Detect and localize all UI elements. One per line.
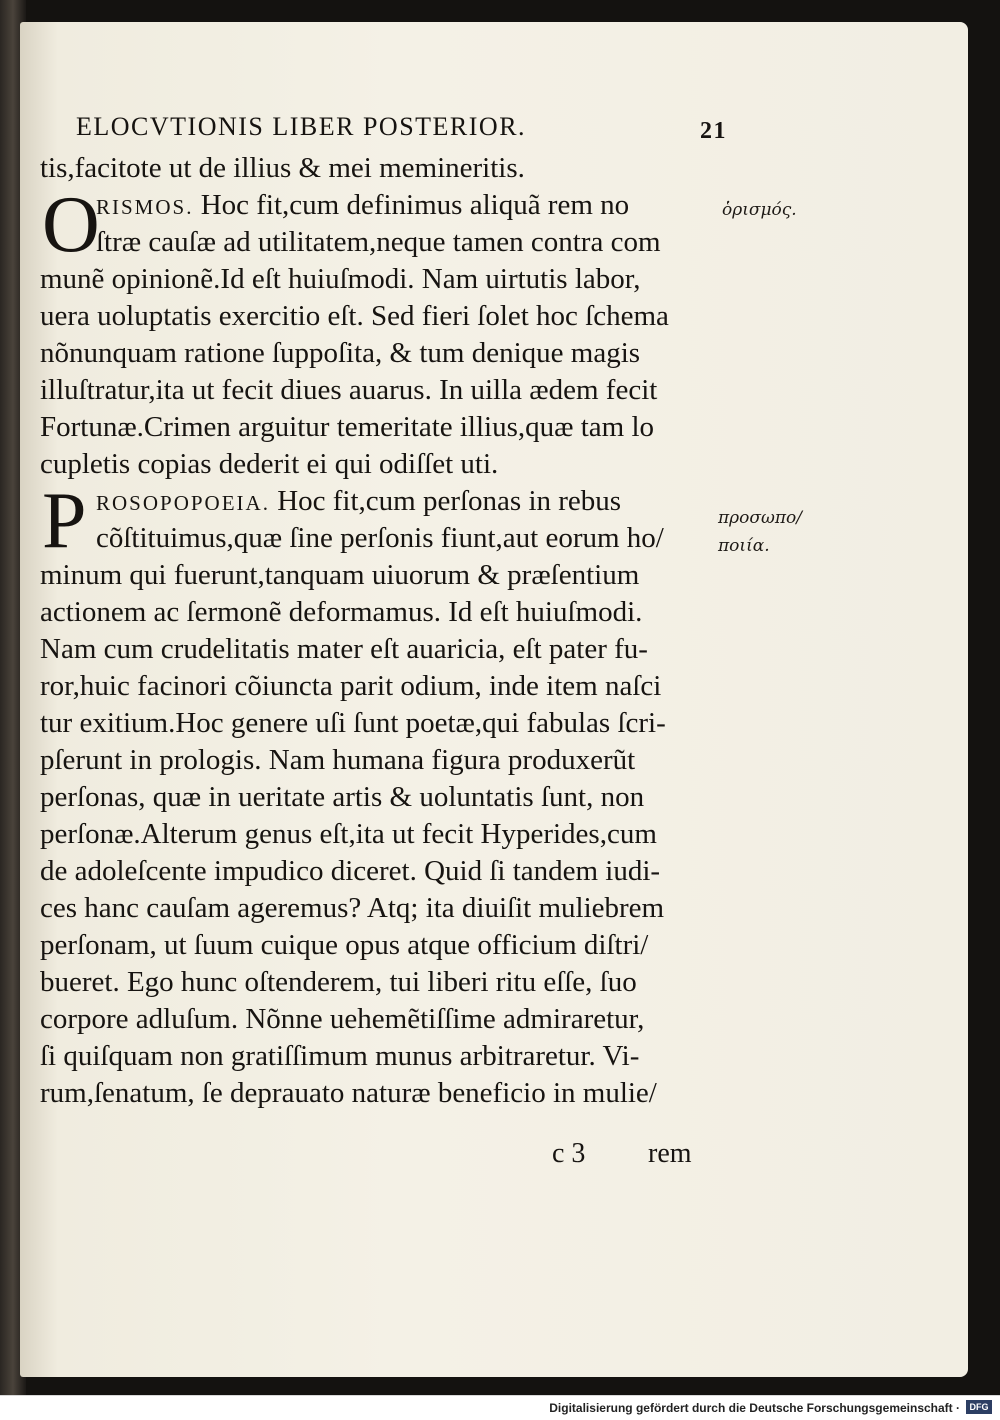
marginal-gloss-prosopopoeia-1: προσωπο/ <box>718 508 803 528</box>
catchword: rem <box>648 1138 692 1169</box>
text-line: munẽ opinionẽ.Id eſt huiuſmodi. Nam uirtutis labor, <box>40 263 641 295</box>
initial-letter: O <box>42 181 100 269</box>
text-line: Fortunæ.Crimen arguitur temeritate illius,quæ tam lo <box>40 411 655 443</box>
section-lead: ROSOPOPOEIA. <box>96 491 270 515</box>
text-line: nõnunquam ratione ſuppoſita, & tum denique magis <box>40 337 641 369</box>
text-line: pſerunt in prologis. Nam humana figura produxerũt <box>40 744 636 776</box>
text-line: perſonæ.Alterum genus eſt,ita ut fecit Hyperides,cum <box>40 818 657 850</box>
paragraph-prosopopoeia <box>40 477 720 1112</box>
initial-letter: P <box>42 477 87 565</box>
text-line: ſtræ cauſæ ad utilitatem,neque tamen contra com <box>96 226 661 258</box>
text-line: cupletis copias dederit ei qui odiſſet uti. <box>40 448 499 480</box>
text-line: rum,ſenatum, ſe deprauato naturæ beneficio in mulie/ <box>40 1077 657 1109</box>
text-line: illuſtratur,ita ut fecit diues auarus. In uilla ædem fecit <box>40 374 658 406</box>
text-fragment: Hoc fit,cum perſonas in rebus <box>269 485 622 517</box>
signature-mark: c 3 <box>552 1138 586 1169</box>
text-fragment: Hoc fit,cum definimus aliquã rem no <box>193 189 630 221</box>
text-line: ces hanc cauſam ageremus? Atq; ita diuiſit muliebrem <box>40 892 665 924</box>
section-lead: RISMOS. <box>96 195 194 219</box>
text-line: actionem ac ſermonẽ deformamus. Id eſt huiuſmodi. <box>40 596 643 628</box>
text-line: Nam cum crudelitatis mater eſt auaricia, eſt pater fu- <box>40 633 648 665</box>
text-line: corpore adluſum. Nõnne uehemẽtiſſime admiraretur, <box>40 1003 645 1035</box>
text-line: bueret. Ego hunc oſtenderem, tui liberi ritu eſſe, ſuo <box>40 966 637 998</box>
text-line: de adoleſcente impudico diceret. Quid ſi tandem iudi- <box>40 855 661 887</box>
text-line: ſi quiſquam non gratiſſimum munus arbitraretur. Vi- <box>40 1040 640 1072</box>
text-line: tur exitium.Hoc genere uſi ſunt poetæ,qui fabulas ſcri- <box>40 707 666 739</box>
text-line: perſonas, quæ in ueritate artis & uoluntatis ſunt, non <box>40 781 645 813</box>
page-header <box>76 112 736 146</box>
body-text <box>40 150 720 1112</box>
text-line: uera uoluptatis exercitio eſt. Sed fieri ſolet hoc ſchema <box>40 300 669 332</box>
text-line <box>40 483 720 520</box>
marginal-gloss-orismos: ὁρισμός. <box>722 200 797 220</box>
digitization-footer <box>0 1395 1000 1420</box>
text-line: ror,huic facinori cõiuncta parit odium, inde item naſci <box>40 670 662 702</box>
paragraph-orismos <box>40 181 720 483</box>
text-line <box>40 187 720 224</box>
marginal-gloss-prosopopoeia-2: ποιία. <box>718 536 770 556</box>
funding-credit: Digitalisierung gefördert durch die Deutsche Forschungsgemeinschaft · <box>549 1401 960 1415</box>
running-title: ELOCVTIONIS LIBER POSTERIOR. <box>76 112 527 141</box>
text-line: tis,facitote ut de illius & mei memineritis. <box>40 152 525 184</box>
dfg-logo: DFG <box>966 1400 992 1414</box>
text-line: minum qui fuerunt,tanquam uiuorum & præſentium <box>40 559 640 591</box>
text-line: perſonam, ut ſuum cuique opus atque officium diſtri/ <box>40 929 649 961</box>
folio-number: 21 <box>700 118 727 144</box>
text-line: cõſtituimus,quæ ſine perſonis fiunt,aut eorum ho/ <box>96 522 664 554</box>
